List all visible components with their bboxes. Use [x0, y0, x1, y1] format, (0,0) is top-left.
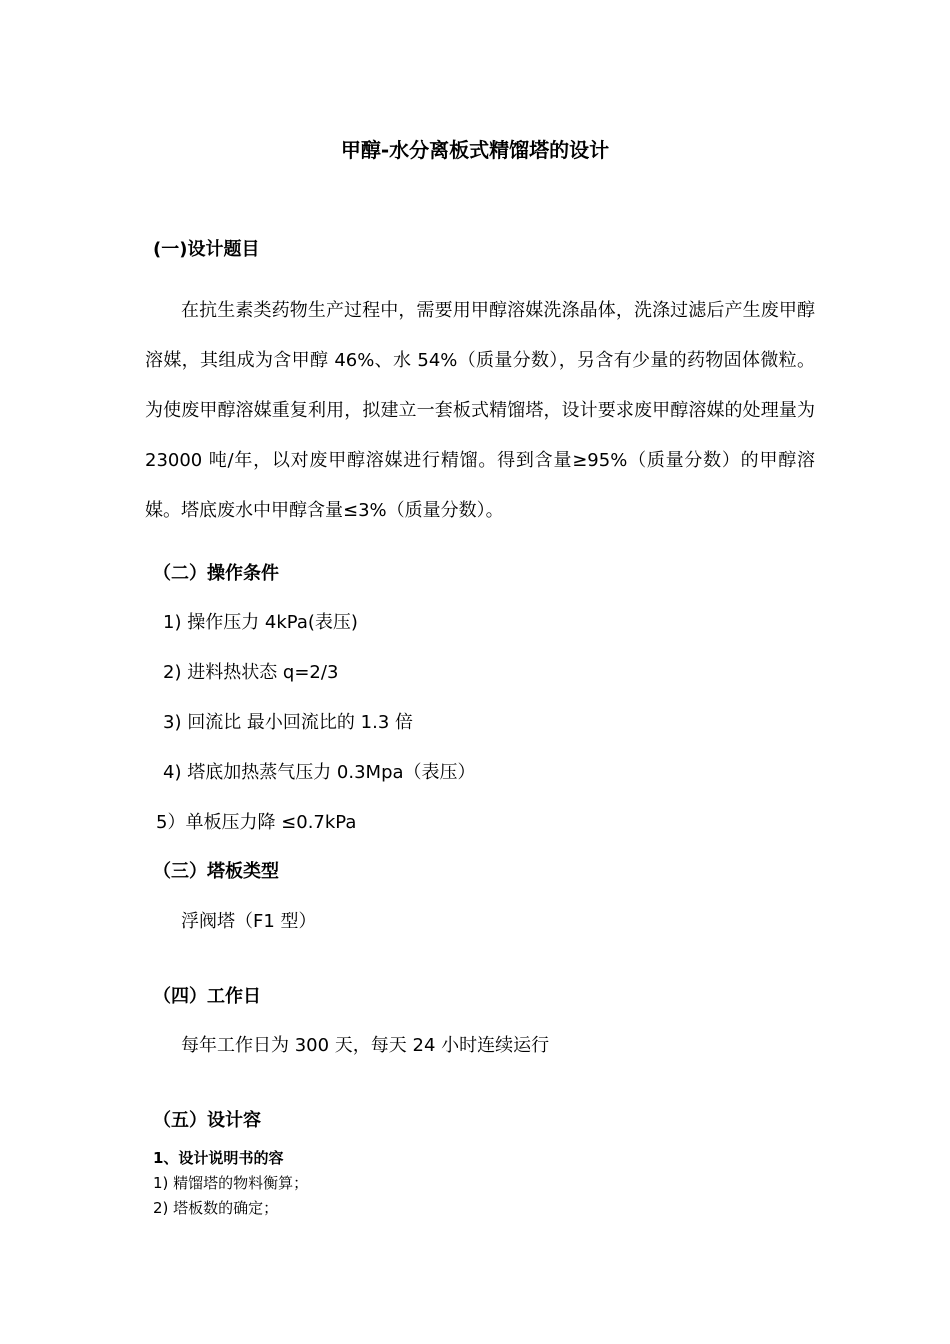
working-days-text: 每年工作日为 300 天，每天 24 小时连续运行 [181, 1035, 550, 1056]
design-content-item: 2) 塔板数的确定； [153, 1199, 279, 1217]
design-topic-paragraph: 在抗生素类药物生产过程中，需要用甲醇溶媒洗涤晶体，洗涤过滤后产生废甲醇溶媒，其组成为含甲醇 46%、水 54%（质量分数），另含有少量的药物固体微粒。为使废甲醇溶媒重复利用，拟建立一套板式精馏塔，设计要求废甲醇溶媒的处理量为 23000 吨/年，以对废甲醇溶媒进行精馏。得到含量≥95%（质量分数）的甲醇溶媒。塔底废水中甲醇含量≤3%（质量分数）。 [145, 300, 815, 521]
section-heading-operating-conditions: （二）操作条件 [153, 563, 279, 584]
section-heading-design-topic: (一)设计题目 [153, 239, 260, 260]
condition-item: 1) 操作压力 4kPa(表压) [163, 612, 358, 633]
condition-item: 3) 回流比 最小回流比的 1.3 倍 [163, 712, 413, 733]
section-heading-design-content: （五）设计容 [153, 1110, 261, 1131]
condition-item: 5）单板压力降 ≤0.7kPa [156, 812, 357, 833]
condition-item: 2) 进料热状态 q=2/3 [163, 662, 339, 683]
condition-item: 4) 塔底加热蒸气压力 0.3Mpa（表压） [163, 762, 476, 783]
section-heading-working-days: （四）工作日 [153, 986, 261, 1007]
tray-type-text: 浮阀塔（F1 型） [181, 911, 317, 932]
design-content-item: 1) 精馏塔的物料衡算； [153, 1174, 309, 1192]
section-heading-tray-type: （三）塔板类型 [153, 861, 279, 882]
design-content-subheading: 1、设计说明书的容 [153, 1149, 284, 1167]
document-title: 甲醇-水分离板式精馏塔的设计 [340, 138, 610, 162]
